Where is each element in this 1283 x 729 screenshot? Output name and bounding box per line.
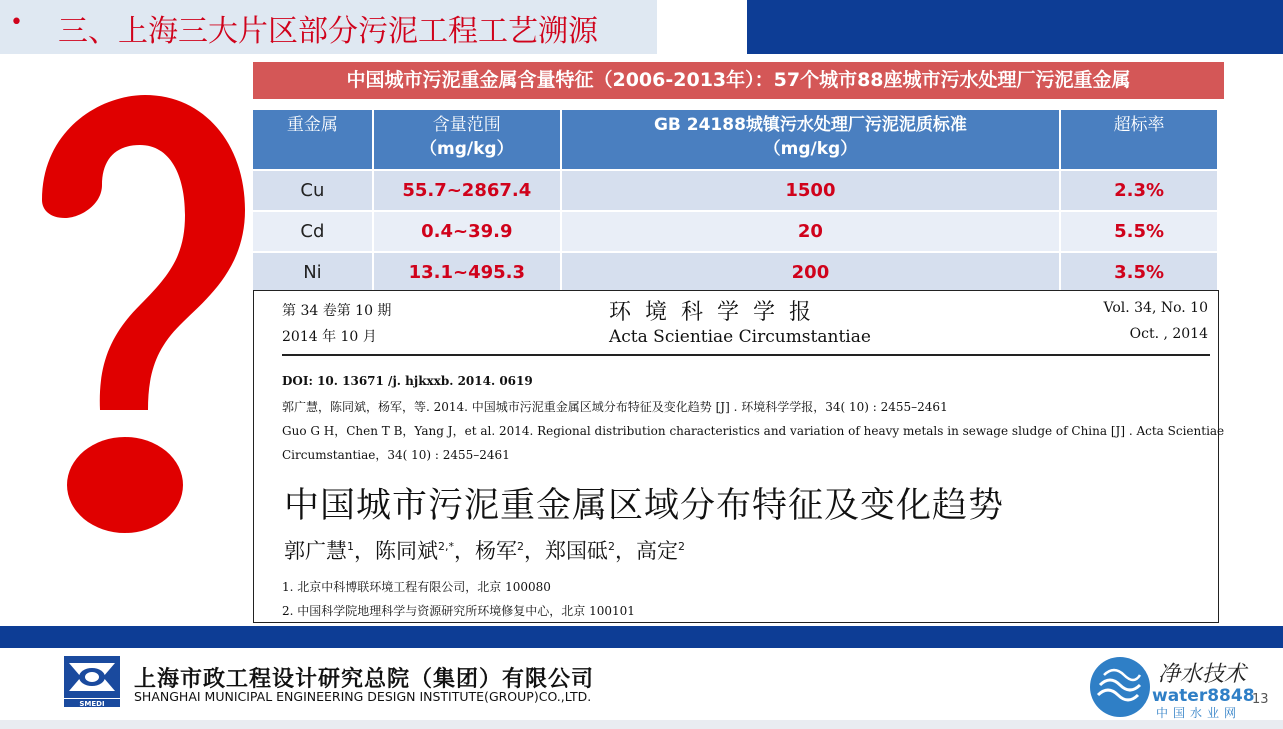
range-cell: 55.7~2867.4 xyxy=(374,169,562,210)
author-name: 陈同斌 xyxy=(375,539,438,563)
author-name: 郑国砥 xyxy=(545,539,608,563)
journal-volume: Vol. 34, No. 10 xyxy=(1103,300,1208,316)
affiliation-1: 1. 北京中科博联环境工程有限公司，北京 100080 xyxy=(282,580,551,594)
rate-cell: 2.3% xyxy=(1061,169,1217,210)
author-affiliation-mark: 2 xyxy=(517,540,524,553)
author-affiliation-mark: 2,* xyxy=(438,540,454,553)
journal-name-cn: 环境科学学报 xyxy=(609,300,826,325)
title-bullet: • xyxy=(10,10,23,35)
question-mark-icon xyxy=(20,90,250,550)
range-cell: 13.1~495.3 xyxy=(374,251,562,292)
journal-month: Oct. , 2014 xyxy=(1129,326,1208,342)
standard-cell: 20 xyxy=(562,210,1061,251)
water-logo-cn: 净水技术 xyxy=(1158,662,1247,687)
metal-cell: Cd xyxy=(253,210,374,251)
rate-cell: 3.5% xyxy=(1061,251,1217,292)
standard-cell: 200 xyxy=(562,251,1061,292)
header-metal: 重金属 xyxy=(253,110,374,169)
journal-issue: 第 34 卷第 10 期 xyxy=(282,303,392,319)
paper-doi: DOI: 10. 13671 /j. hjkxxb. 2014. 0619 xyxy=(282,374,533,388)
journal-date: 2014 年 10 月 xyxy=(282,329,377,345)
author-name: 杨军 xyxy=(475,539,517,563)
journal-name-en: Acta Scientiae Circumstantiae xyxy=(609,327,871,347)
author-affiliation-mark: 1 xyxy=(347,540,354,553)
water-network-logo-icon xyxy=(1088,655,1278,721)
author-name: 郭广慧 xyxy=(284,539,347,563)
company-name-cn: 上海市政工程设计研究总院（集团）有限公司 xyxy=(134,667,595,692)
company-name-en: SHANGHAI MUNICIPAL ENGINEERING DESIGN INSTITUTE(GROUP)CO.,LTD. xyxy=(134,689,592,704)
heavy-metal-table xyxy=(253,110,1217,292)
header-range: 含量范围 （mg/kg） xyxy=(374,110,562,169)
rate-cell: 5.5% xyxy=(1061,210,1217,251)
page-number: 13 xyxy=(1252,692,1269,707)
citation-en-line2: Circumstantiae，34( 10) : 2455–2461 xyxy=(282,448,510,462)
smedi-logo-icon xyxy=(63,655,121,707)
header-rule xyxy=(282,354,1210,356)
author-affiliation-mark: 2 xyxy=(608,540,615,553)
paper-excerpt xyxy=(253,290,1225,623)
citation-cn: 郭广慧，陈同斌，杨军，等. 2014. 中国城市污泥重金属区域分布特征及变化趋势 [J] . 环境科学学报，34( 10) : 2455–2461 xyxy=(282,400,948,414)
metal-cell: Ni xyxy=(253,251,374,292)
metal-cell: Cu xyxy=(253,169,374,210)
header-standard: GB 24188城镇污水处理厂污泥泥质标准 （mg/kg） xyxy=(562,110,1061,169)
table-row xyxy=(253,169,1217,210)
table-header-row xyxy=(253,110,1217,169)
footer-divider-bar xyxy=(0,626,1283,648)
table-row xyxy=(253,251,1217,292)
affiliation-2: 2. 中国科学院地理科学与资源研究所环境修复中心，北京 100101 xyxy=(282,604,635,618)
water-logo-text: water8848 xyxy=(1152,686,1255,706)
smedi-logo-text: SMEDI xyxy=(79,700,105,707)
slide-title: 三、上海三大片区部分污泥工程工艺溯源 xyxy=(58,14,598,49)
table-banner-heading: 中国城市污泥重金属含量特征（2006-2013年）：57个城市88座城市污水处理厂污泥重金属 xyxy=(253,62,1224,99)
top-right-decorative-bar xyxy=(747,0,1283,54)
header-exceed-rate: 超标率 xyxy=(1061,110,1217,169)
paper-title: 中国城市污泥重金属区域分布特征及变化趋势 xyxy=(284,486,1005,526)
standard-cell: 1500 xyxy=(562,169,1061,210)
author-name: 高定 xyxy=(636,539,678,563)
citation-en-line1: Guo G H，Chen T B，Yang J，et al. 2014. Regional distribution characteristics and variation of heavy metals in sewage sludge of China [J] . Acta Scientiae xyxy=(282,424,1225,438)
footer-bottom-strip xyxy=(0,720,1283,729)
range-cell: 0.4~39.9 xyxy=(374,210,562,251)
table-row xyxy=(253,210,1217,251)
water-logo-sub: 中国水业网 xyxy=(1156,706,1242,720)
paper-authors: 郭广慧$^1$，陈同斌$^{2,*}$，杨军$^2$，郑国砥$^2$，高定$^2$ xyxy=(284,539,685,563)
author-affiliation-mark: 2 xyxy=(678,540,685,553)
